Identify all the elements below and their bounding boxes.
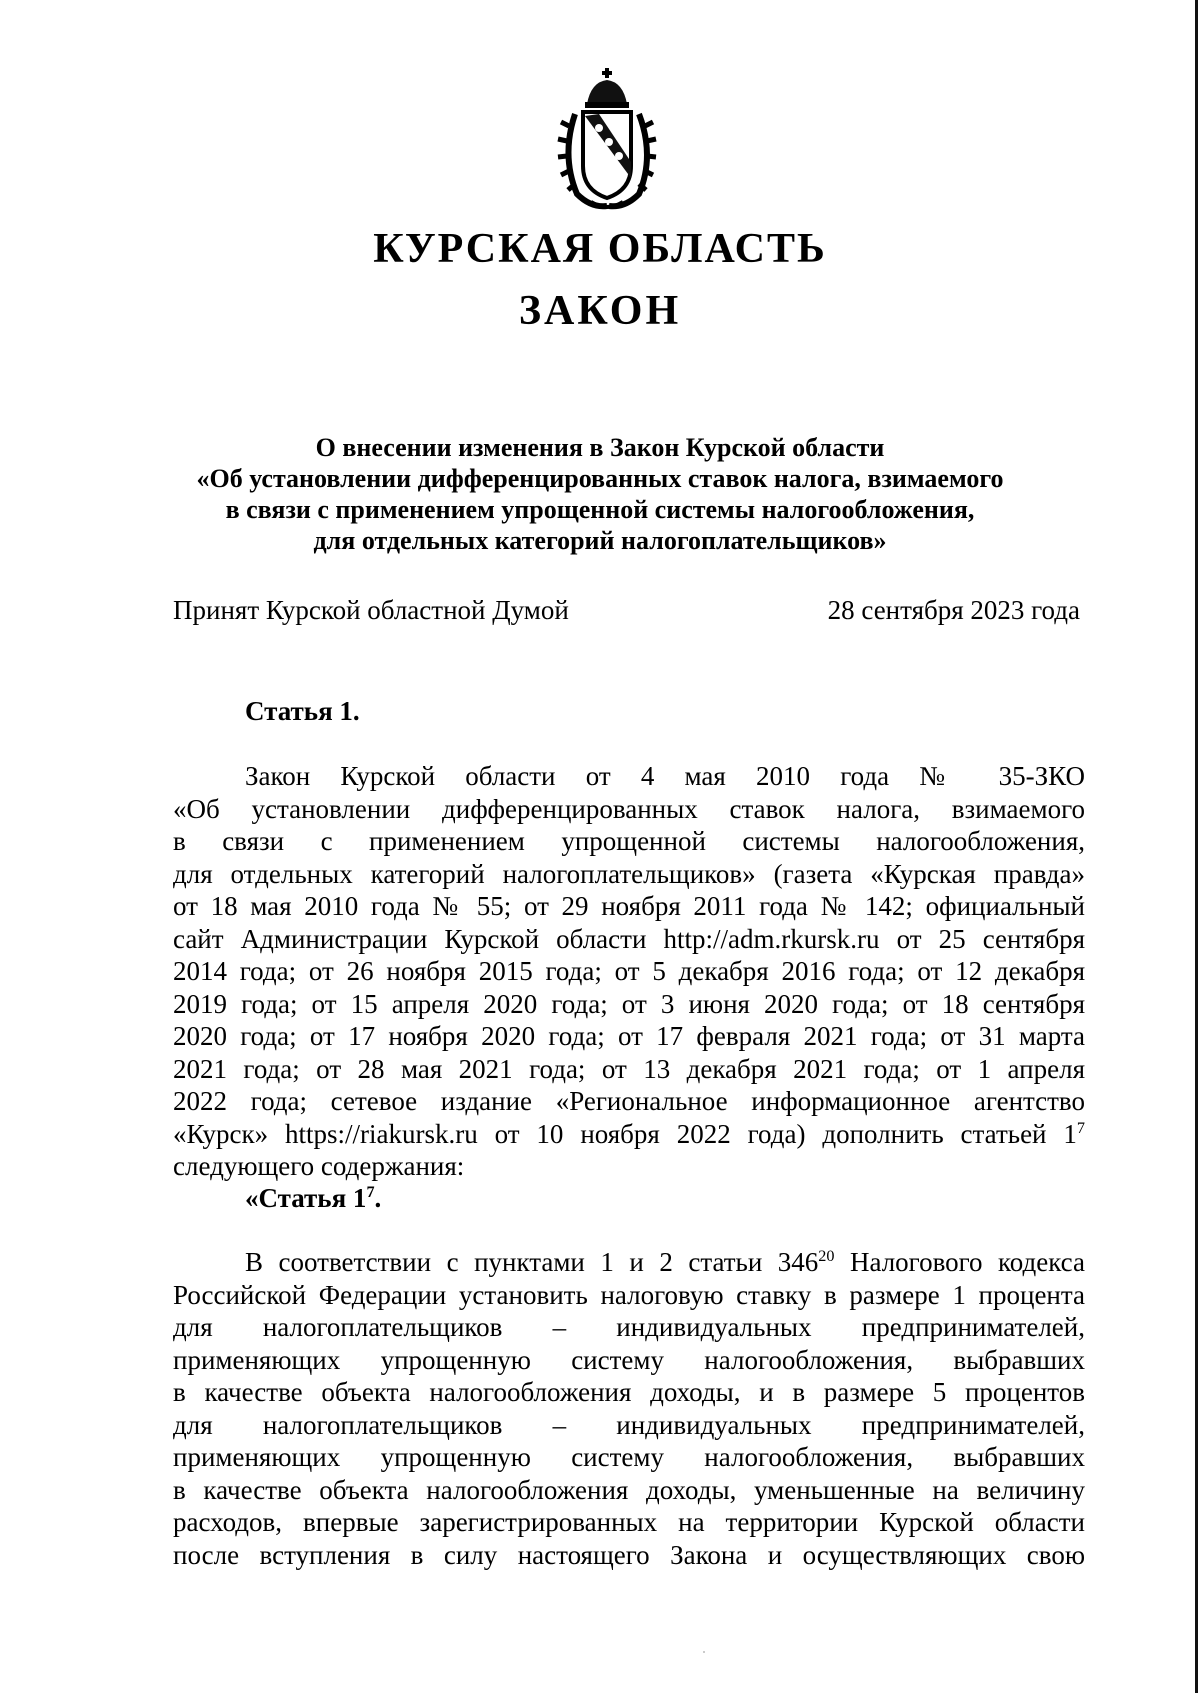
region-name: КУРСКАЯ ОБЛАСТЬ — [373, 226, 827, 272]
text-line: для отдельных категорий налогоплательщиков» (газета «Курская правда» — [173, 858, 1085, 889]
adoption-date: 28 сентября 2023 года — [827, 595, 1080, 625]
text-line: в связи с применением упрощенной системы налогообложения, — [173, 826, 1085, 856]
superscript: 20 — [818, 1247, 835, 1265]
article-1-7-text — [173, 1246, 1085, 1571]
text-line: «Об установлении дифференцированных ставок налога, взимаемого — [173, 793, 1085, 824]
law-title-line: «Об установлении дифференцированных ставок налога, взимаемого — [196, 464, 1004, 493]
text-line: применяющих упрощенную систему налогообложения, выбравших — [173, 1344, 1085, 1375]
heading-dot: . — [374, 1183, 382, 1213]
text-line: применяющих упрощенную систему налогообложения, выбравших — [173, 1442, 1085, 1472]
superscript: 7 — [366, 1183, 375, 1201]
law-title-line: для отдельных категорий налогоплательщиков» — [313, 526, 887, 555]
text-line: Российской Федерации установить налоговую ставку в размере 1 процента — [173, 1279, 1085, 1310]
text-line-end: Налогового кодекса — [834, 1247, 1085, 1277]
text-line-start: В соответствии с пунктами 1 и 2 статьи 346 — [245, 1247, 819, 1277]
text-line: в качестве объекта налогообложения доходы, и в размере 5 процентов — [173, 1377, 1085, 1407]
scan-speck — [703, 1651, 705, 1653]
adopted-by: Принят Курской областной Думой — [173, 595, 569, 625]
law-title-line: О внесении изменения в Закон Курской области — [315, 433, 885, 462]
text-line: 2022 года; сетевое издание «Региональное информационное агентство — [173, 1086, 1085, 1116]
article-1-7-heading — [245, 1182, 381, 1214]
law-title — [100, 432, 1100, 556]
text-line: в качестве объекта налогообложения доходы, уменьшенные на величину — [173, 1474, 1085, 1505]
text-line: 2014 года; от 26 ноября 2015 года; от 5 декабря 2016 года; от 12 декабря — [173, 956, 1085, 986]
text-line: Закон Курской области от 4 мая 2010 года № 35-ЗКО — [245, 761, 1085, 791]
text-line-body: «Курск» https://riakursk.ru от 10 ноября 2022 года) дополнить статьей 1 — [173, 1118, 1077, 1149]
law-title-line: в связи с применением упрощенной системы налогообложения, — [225, 495, 975, 524]
heading-text: «Статья 1 — [245, 1183, 367, 1213]
text-line: 2019 года; от 15 апреля 2020 года; от 3 июня 2020 года; от 18 сентября — [173, 988, 1085, 1019]
text-line: для налогоплательщиков – индивидуальных предпринимателей, — [173, 1409, 1085, 1440]
text-line: 2021 года; от 28 мая 2021 года; от 13 декабря 2021 года; от 1 апреля — [173, 1053, 1085, 1084]
text-line: расходов, впервые зарегистрированных на территории Курской области — [173, 1507, 1085, 1537]
text-line — [173, 1246, 1085, 1279]
text-line — [173, 1118, 1085, 1151]
superscript: 7 — [1076, 1118, 1085, 1137]
text-line: от 18 мая 2010 года № 55; от 29 ноября 2011 года № 142; официальный — [173, 891, 1085, 921]
text-line: после вступления в силу настоящего Закона и осуществляющих свою — [173, 1539, 1085, 1570]
text-line: сайт Администрации Курской области http://adm.rkursk.ru от 25 сентября — [173, 923, 1085, 954]
kursk-coat-of-arms-icon — [555, 66, 685, 216]
document-type: ЗАКОН — [518, 288, 682, 334]
article-1-text — [173, 760, 1085, 1183]
article-1-heading: Статья 1. — [245, 696, 360, 726]
text-line: следующего содержания: — [173, 1151, 465, 1181]
text-line: 2020 года; от 17 ноября 2020 года; от 17 февраля 2021 года; от 31 марта — [173, 1021, 1085, 1051]
text-line: для налогоплательщиков – индивидуальных предпринимателей, — [173, 1312, 1085, 1342]
